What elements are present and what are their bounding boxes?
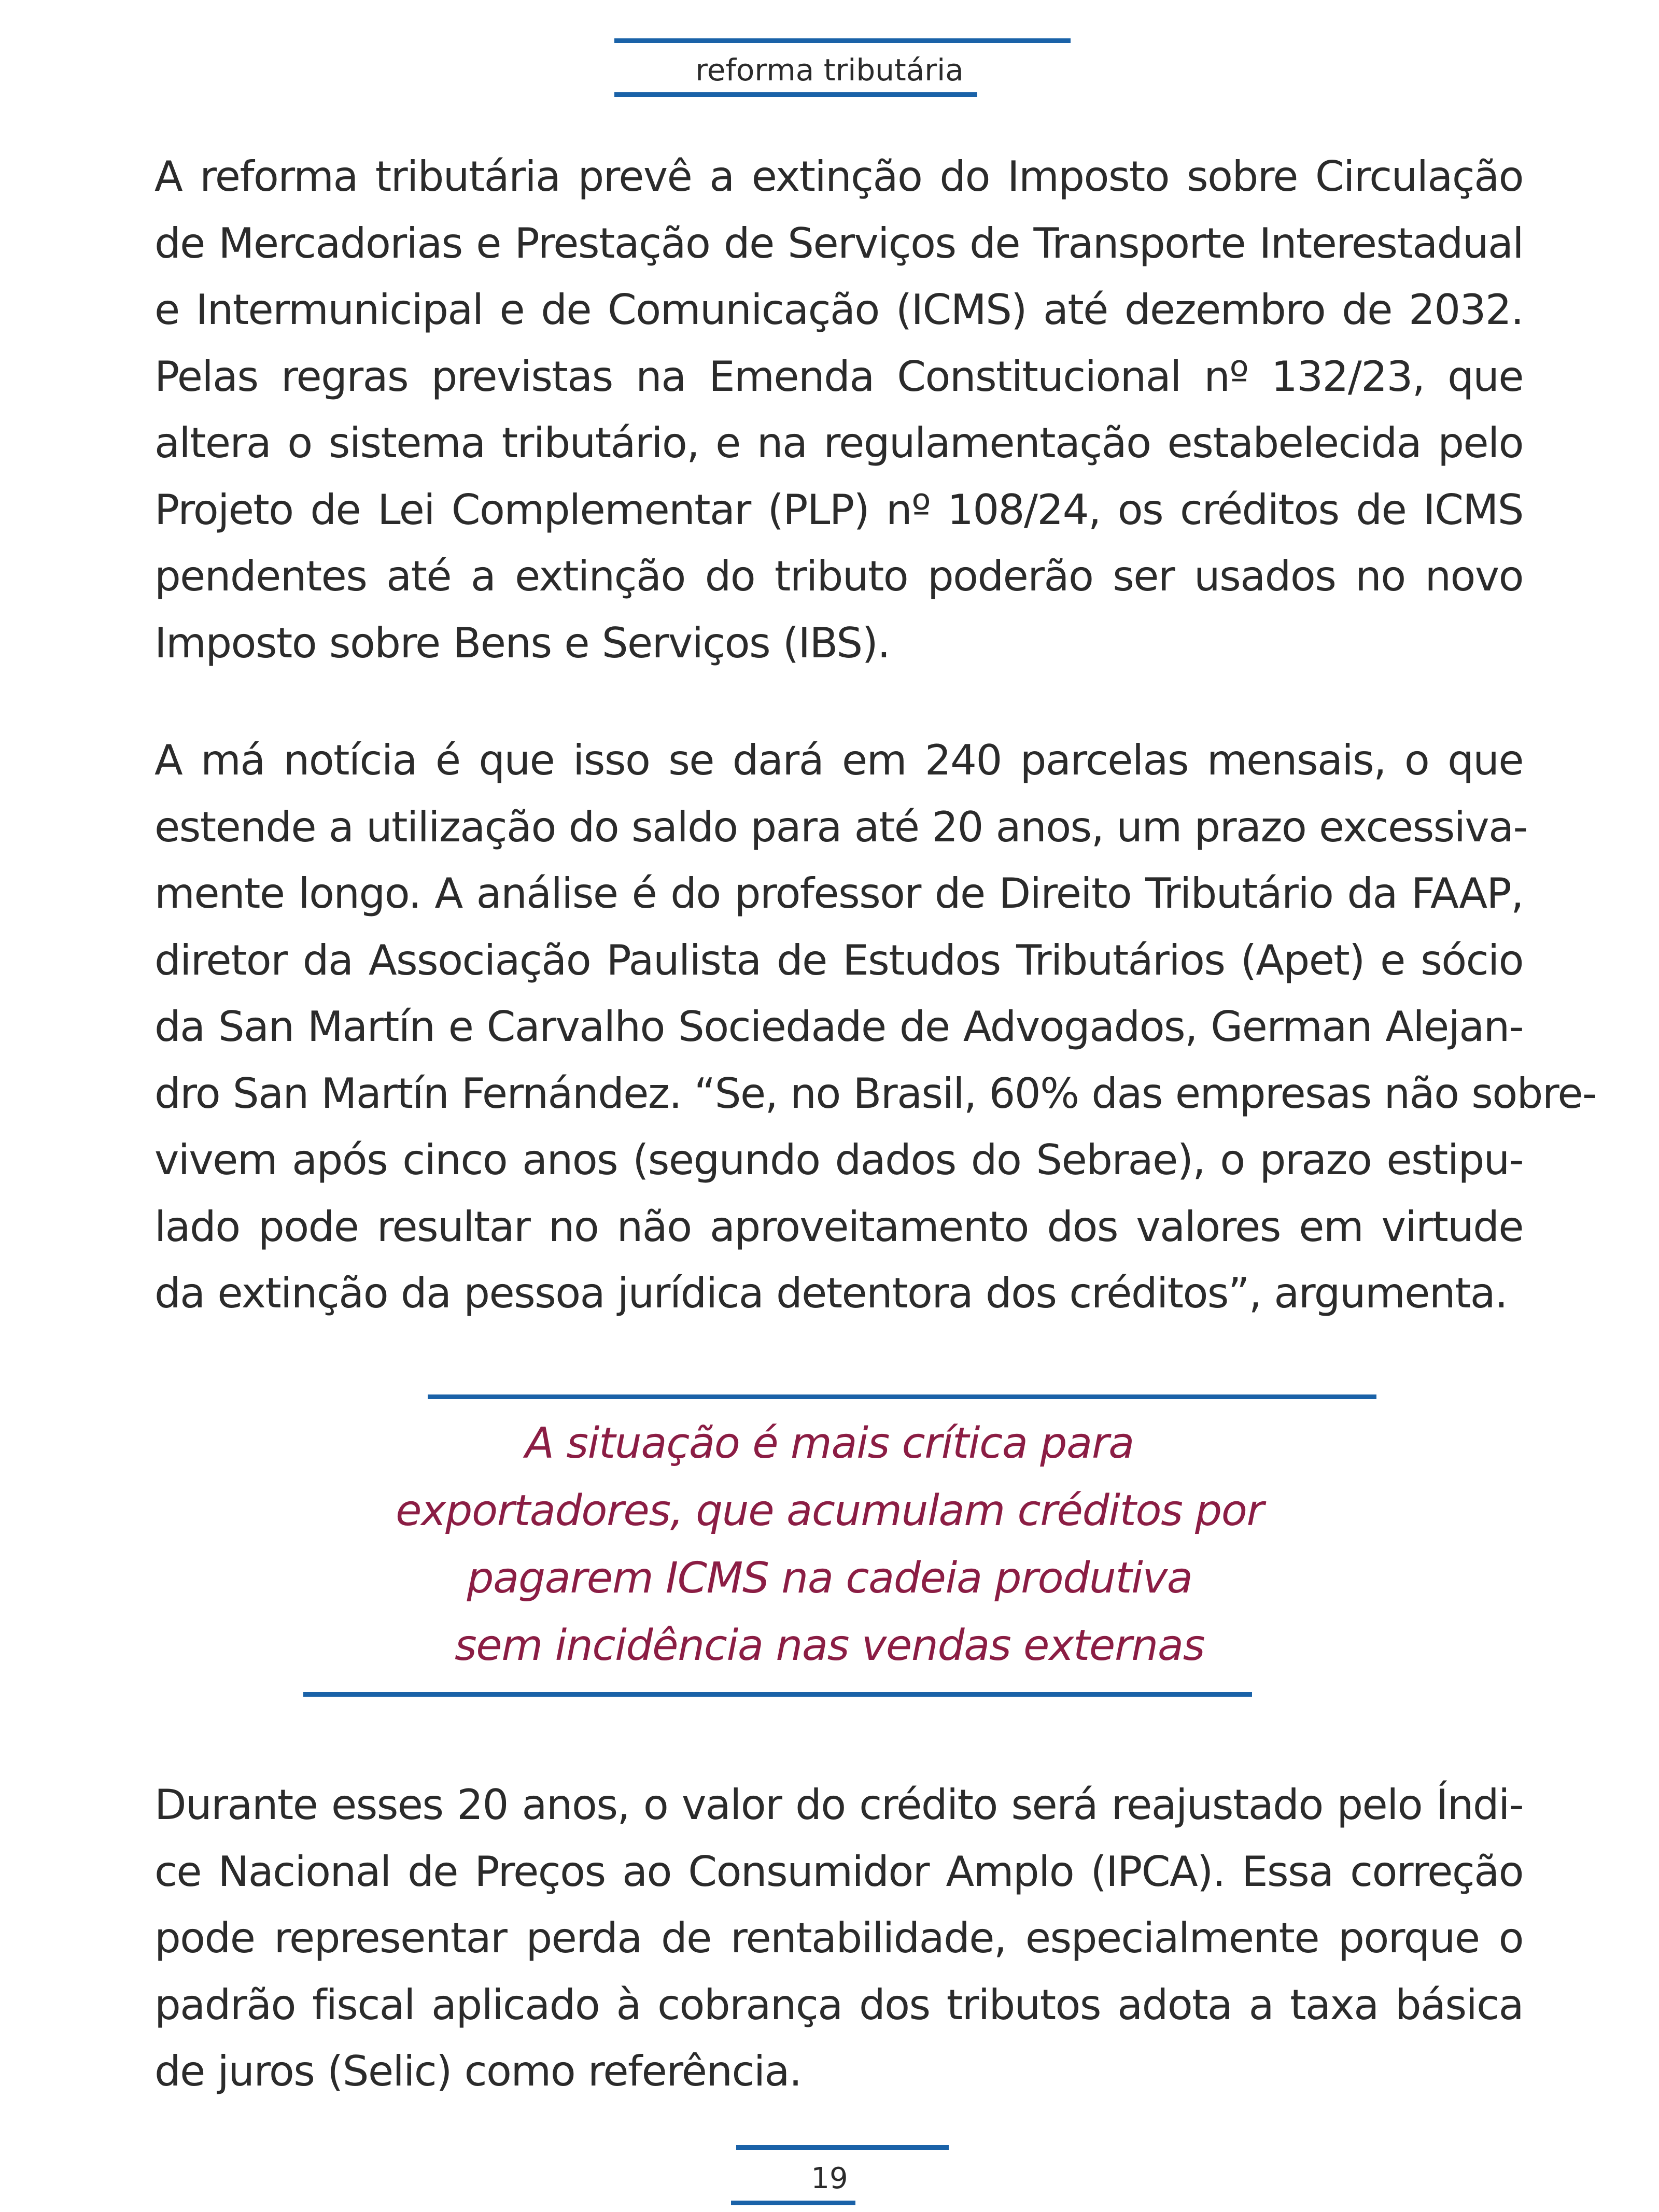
- pull-quote: [311, 1410, 1348, 1680]
- quote-bottom-rule: [303, 1692, 1252, 1697]
- header-bottom-rule: [614, 92, 977, 97]
- pull-quote-line: A situação é mais crítica para: [525, 1419, 1134, 1468]
- paragraph-line: Projeto de Lei Complementar (PLP) nº 108/24, os créditos de ICMS: [154, 485, 1523, 534]
- paragraph-line: Pelas regras previstas na Emenda Constitucional nº 132/23, que: [154, 352, 1523, 401]
- paragraph-line: Durante esses 20 anos, o valor do crédito será reajustado pelo Índi-: [154, 1781, 1523, 1829]
- paragraph-line: vivem após cinco anos (segundo dados do Sebrae), o prazo estipu-: [154, 1136, 1523, 1184]
- paragraph-line: altera o sistema tributário, e na regulamentação estabelecida pelo: [154, 419, 1523, 467]
- paragraph-line: da San Martín e Carvalho Sociedade de Advogados, German Alejan-: [154, 1003, 1523, 1051]
- paragraph-1: [154, 144, 1523, 677]
- paragraph-line: A má notícia é que isso se dará em 240 parcelas mensais, o que: [154, 736, 1523, 784]
- paragraph-line: dro San Martín Fernández. “Se, no Brasil, 60% das empresas não sobre-: [154, 1069, 1597, 1118]
- page-number: 19: [811, 2162, 848, 2195]
- paragraph-2: [154, 727, 1597, 1327]
- paragraph-line: padrão fiscal aplicado à cobrança dos tributos adota a taxa básica: [154, 1980, 1523, 2029]
- paragraph-line: mente longo. A análise é do professor de Direito Tributário da FAAP,: [154, 869, 1523, 918]
- quote-top-rule: [428, 1394, 1376, 1399]
- paragraph-line: de juros (Selic) como referência.: [154, 2047, 802, 2095]
- header-top-rule: [614, 38, 1071, 43]
- pull-quote-line: sem incidência nas vendas externas: [454, 1621, 1205, 1670]
- paragraph-line: ce Nacional de Preços ao Consumidor Amplo (IPCA). Essa correção: [154, 1847, 1523, 1896]
- paragraph-line: e Intermunicipal e de Comunicação (ICMS) até dezembro de 2032.: [154, 286, 1523, 334]
- paragraph-line: estende a utilização do saldo para até 20 anos, um prazo excessiva-: [154, 802, 1527, 851]
- paragraph-line: pode representar perda de rentabilidade, especialmente porque o: [154, 1914, 1523, 1962]
- paragraph-line: pendentes até a extinção do tributo poderão ser usados no novo: [154, 552, 1523, 600]
- paragraph-line: A reforma tributária prevê a extinção do Imposto sobre Circulação: [154, 152, 1523, 201]
- footer-bottom-rule: [731, 2201, 855, 2205]
- paragraph-line: diretor da Associação Paulista de Estudos Tributários (Apet) e sócio: [154, 936, 1523, 984]
- paragraph-line: de Mercadorias e Prestação de Serviços de Transporte Interestadual: [154, 219, 1523, 267]
- paragraph-line: lado pode resultar no não aproveitamento dos valores em virtude: [154, 1202, 1523, 1251]
- pull-quote-line: exportadores, que acumulam créditos por: [396, 1486, 1263, 1535]
- paragraph-line: da extinção da pessoa jurídica detentora dos créditos”, argumenta.: [154, 1269, 1508, 1317]
- paragraph-3: [154, 1772, 1523, 2105]
- footer-top-rule: [736, 2145, 949, 2150]
- section-label: reforma tributária: [695, 52, 964, 88]
- pull-quote-line: pagarem ICMS na cadeia produtiva: [467, 1554, 1192, 1603]
- paragraph-line: Imposto sobre Bens e Serviços (IBS).: [154, 618, 890, 667]
